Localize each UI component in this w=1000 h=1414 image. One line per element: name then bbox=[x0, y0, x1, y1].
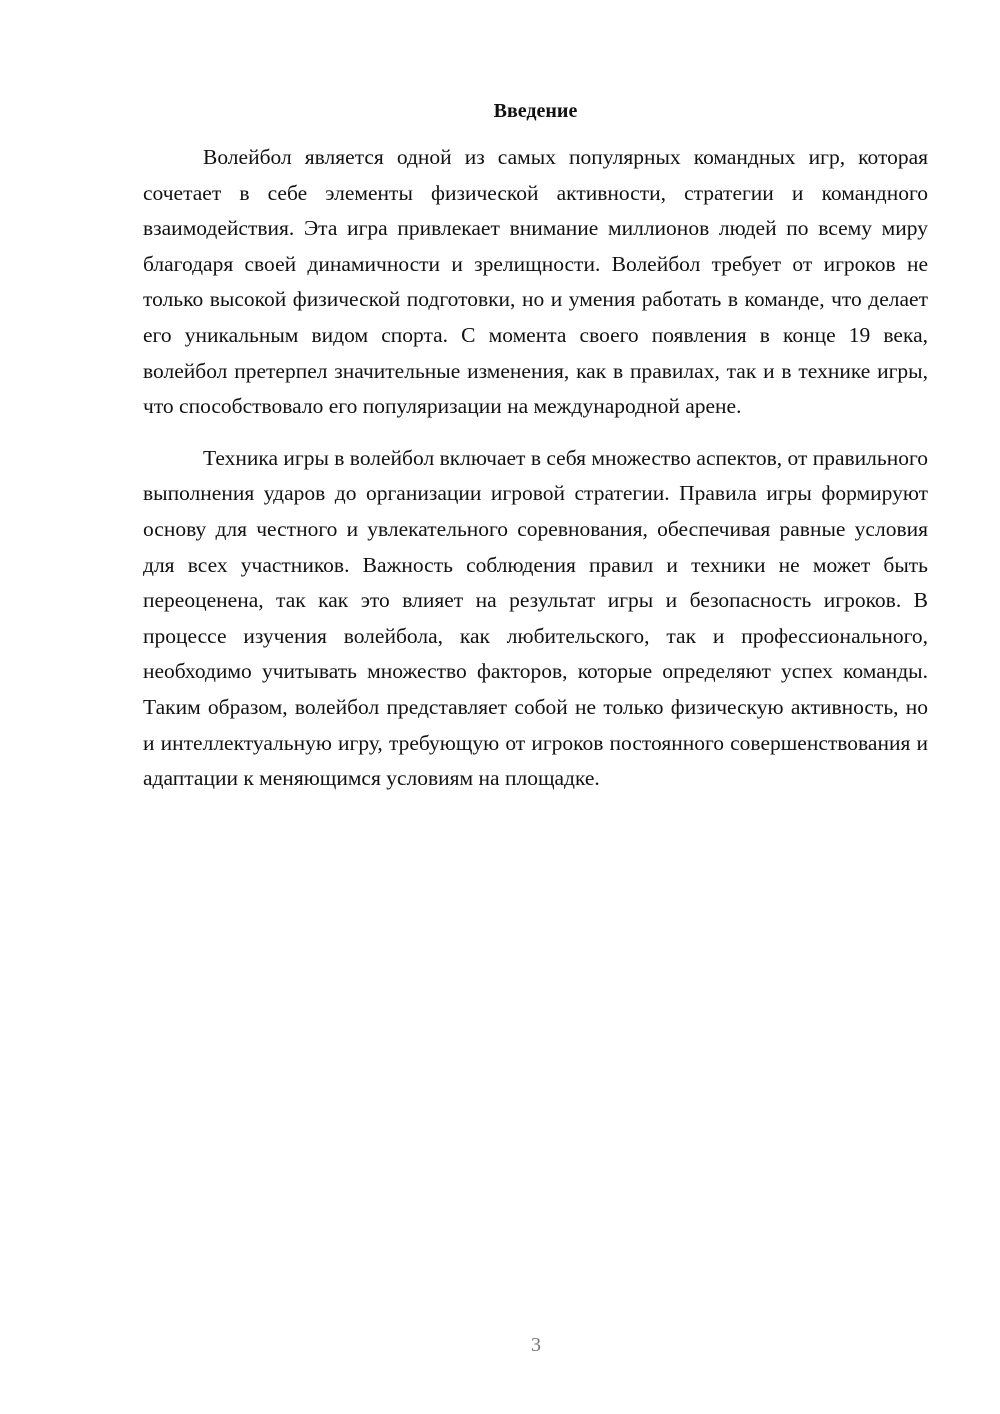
page-content bbox=[143, 96, 928, 797]
page-number: 3 bbox=[531, 1334, 541, 1356]
paragraph-1: Волейбол является одной из самых популярных командных игр, которая сочетает в себе элементы физической активности, стратегии и командного взаимодействия. Эта игра привлекает внимание миллионов людей по всему миру благодаря своей динамичности и зрелищности. Волейбол требует от игроков не только высокой физической подготовки, но и умения работать в команде, что делает его уникальным видом спорта. С момента своего появления в конце 19 века, волейбол претерпел значительные изменения, как в правилах, так и в технике игры, что способствовало его популяризации на международной арене. bbox=[143, 145, 928, 419]
section-title: Введение bbox=[493, 100, 578, 122]
paragraph-2: Техника игры в волейбол включает в себя множество аспектов, от правильного выполнения ударов до организации игровой стратегии. Правила игры формируют основу для честного и увлекательного соревнования, обеспечивая равные условия для всех участников. Важность соблюдения правил и техники не может быть переоценена, так как это влияет на результат игры и безопасность игроков. В процессе изучения волейбола, как любительского, так и профессионального, необходимо учитывать множество факторов, которые определяют успех команды. Таким образом, волейбол представляет собой не только физическую активность, но и интеллектуальную игру, требующую от игроков постоянного совершенствования и адаптации к меняющимся условиям на площадке. bbox=[143, 445, 928, 791]
